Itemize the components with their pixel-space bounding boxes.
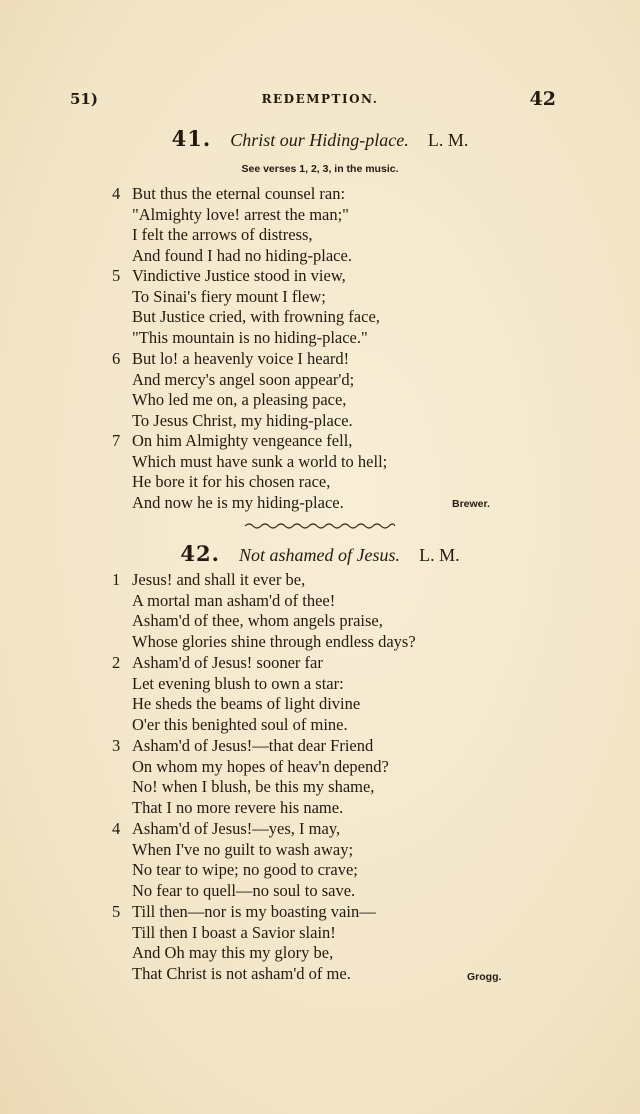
hymn-42-author: Grogg.	[467, 971, 502, 983]
verse-line	[112, 307, 552, 328]
line-text: "This mountain is no hiding-place."	[132, 327, 368, 347]
verse-number: 7	[112, 431, 121, 450]
line-text: He bore it for his chosen race,	[132, 472, 331, 491]
line-text: "Almighty love! arrest the man;"	[132, 204, 349, 224]
running-head-left: 51)	[70, 90, 98, 108]
verse-line	[112, 757, 552, 778]
verse-line	[112, 205, 552, 226]
line-text: Whose glories shine through endless days?	[132, 631, 416, 651]
verse-line	[112, 591, 552, 612]
verse-line	[112, 411, 552, 432]
verse-line	[112, 923, 552, 944]
verse-line	[112, 674, 552, 695]
verse-line	[112, 328, 552, 349]
hymn-42-stanza-1	[112, 570, 552, 652]
line-text: Who led me on, a pleasing pace,	[132, 390, 347, 409]
verse-line	[112, 860, 552, 881]
line-text: On him Almighty vengeance fell,	[132, 431, 353, 450]
line-text: Asham'd of Jesus!—that dear Friend	[132, 736, 374, 755]
hymn-42-number: 42.	[180, 541, 220, 566]
line-text: No! when I blush, be this my shame,	[132, 777, 375, 796]
hymn-42-stanza-4	[112, 819, 552, 901]
hymn-42-meter: L. M.	[419, 545, 460, 565]
verse-line	[112, 798, 552, 819]
verse-line	[112, 266, 552, 287]
hymn-41-stanza-5	[112, 266, 552, 348]
running-head-title: REDEMPTION.	[261, 92, 379, 106]
line-text: Vindictive Justice stood in view,	[132, 266, 346, 285]
line-text: No tear to wipe; no good to crave;	[132, 860, 358, 879]
line-text: And Oh may this my glory be,	[132, 943, 334, 962]
verse-number: 5	[112, 266, 121, 285]
hymn-42-name: Not ashamed of Jesus.	[239, 545, 401, 565]
line-text: And now he is my hiding-place.	[132, 492, 344, 512]
line-text: No fear to quell—no soul to save.	[132, 880, 356, 900]
verse-number: 1	[112, 570, 121, 589]
hymn-42-stanza-2	[112, 653, 552, 735]
hymn-41-author: Brewer.	[452, 498, 490, 510]
verse-line	[112, 370, 552, 391]
verse-line	[112, 287, 552, 308]
hymn-41-note: See verses 1, 2, 3, in the music.	[241, 163, 399, 175]
verse-line	[112, 943, 552, 964]
verse-line	[112, 840, 552, 861]
line-text: Let evening blush to own a star:	[132, 673, 344, 693]
hymn-41-name: Christ our Hiding-place.	[230, 130, 409, 150]
running-head	[0, 88, 640, 112]
hymn-41-stanza-6	[112, 349, 552, 431]
line-text: Asham'd of Jesus! sooner far	[132, 653, 323, 672]
verse-number: 4	[112, 184, 121, 203]
line-text: Which must have sunk a world to hell;	[132, 451, 388, 471]
verse-line	[112, 632, 552, 653]
verse-line	[112, 246, 552, 267]
hymn-41-title	[0, 126, 640, 151]
verse-line	[112, 881, 552, 902]
line-text: O'er this benighted soul of mine.	[132, 714, 348, 734]
hymn-41-meter: L. M.	[427, 130, 469, 150]
line-text: To Jesus Christ, my hiding-place.	[132, 410, 353, 430]
hymn-42-stanza-3	[112, 736, 552, 818]
line-text: And found I had no hiding-place.	[132, 245, 352, 265]
verse-line	[112, 694, 552, 715]
page-number: 42	[529, 88, 556, 110]
line-text: Asham'd of Jesus!—yes, I may,	[132, 819, 341, 838]
verse-number: 6	[112, 349, 121, 368]
verse-line	[112, 349, 552, 370]
line-text: Till then I boast a Savior slain!	[132, 922, 336, 942]
line-text: Till then—nor is my boasting vain—	[132, 902, 376, 921]
verse-number: 2	[112, 653, 121, 672]
wavy-divider	[245, 522, 395, 530]
verse-number: 5	[112, 902, 121, 921]
hymn-41-stanza-4	[112, 184, 552, 266]
verse-number: 3	[112, 736, 121, 755]
line-text: But Justice cried, with frowning face,	[132, 307, 380, 326]
line-text: To Sinai's fiery mount I flew;	[132, 286, 326, 306]
line-text: He sheds the beams of light divine	[132, 694, 361, 713]
verse-line	[112, 819, 552, 840]
verse-line	[112, 225, 552, 246]
line-text: That Christ is not asham'd of me.	[132, 963, 351, 983]
line-text: I felt the arrows of distress,	[132, 225, 313, 244]
verse-line	[112, 570, 552, 591]
verse-line	[112, 390, 552, 411]
verse-line	[112, 777, 552, 798]
verse-line	[112, 452, 552, 473]
verse-line	[112, 472, 552, 493]
line-text: But lo! a heavenly voice I heard!	[132, 349, 350, 368]
line-text: But thus the eternal counsel ran:	[132, 184, 346, 203]
line-text: A mortal man asham'd of thee!	[132, 590, 336, 610]
hymn-41-number: 41.	[171, 126, 212, 151]
verse-line	[112, 653, 552, 674]
verse-line	[112, 184, 552, 205]
line-text: That I no more revere his name.	[132, 797, 344, 817]
verse-line	[112, 902, 552, 923]
verse-line	[112, 611, 552, 632]
line-text: Asham'd of thee, whom angels praise,	[132, 611, 383, 630]
line-text: Jesus! and shall it ever be,	[132, 570, 306, 589]
line-text: And mercy's angel soon appear'd;	[132, 369, 355, 389]
verse-line	[112, 431, 552, 452]
line-text: When I've no guilt to wash away;	[132, 839, 354, 859]
hymn-42-title	[0, 541, 640, 566]
verse-number: 4	[112, 819, 121, 838]
line-text: On whom my hopes of heav'n depend?	[132, 756, 389, 776]
verse-line	[112, 715, 552, 736]
verse-line	[112, 736, 552, 757]
